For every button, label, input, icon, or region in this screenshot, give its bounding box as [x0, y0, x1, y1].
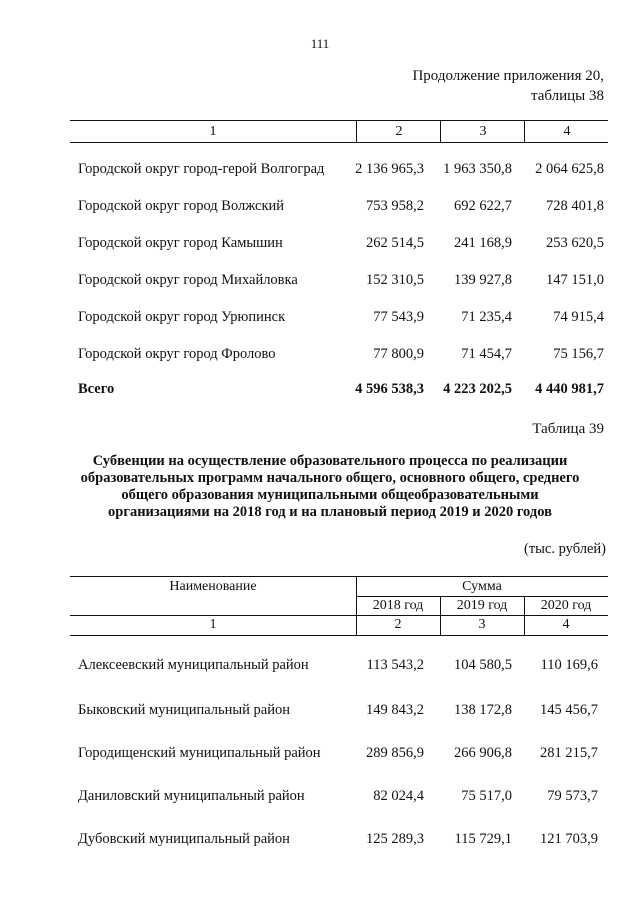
value-2018: 152 310,5: [366, 272, 424, 288]
table39-header: [70, 576, 608, 636]
value-2018: 2 136 965,3: [355, 161, 424, 177]
continuation-note: [412, 66, 604, 106]
value-2020: 281 215,7: [540, 745, 598, 761]
table-row: [70, 743, 608, 763]
value-2020: 110 169,6: [540, 657, 598, 673]
col-year-2019: 2019 год: [456, 598, 508, 613]
col-number-2: 2: [394, 617, 402, 632]
value-2020: 79 573,7: [547, 788, 598, 804]
col-year-2018: 2018 год: [372, 598, 424, 613]
value-2020: 74 915,4: [553, 309, 604, 325]
value-2018: 77 800,9: [373, 346, 424, 362]
value-2020: 75 156,7: [553, 346, 604, 362]
table38-header-col-4: 4: [524, 121, 609, 142]
col-number-1: 1: [209, 617, 217, 632]
district-name: Даниловский муниципальный район: [78, 788, 305, 804]
col-number-3: 3: [478, 617, 486, 632]
value-2018: 113 543,2: [366, 657, 424, 673]
table-row: [70, 655, 608, 675]
district-name: Городской округ город Фролово: [78, 346, 276, 362]
table-row: [70, 270, 608, 290]
district-name: Городской округ город Волжский: [78, 198, 285, 214]
value-2020: 121 703,9: [540, 831, 598, 847]
table39-label: Таблица 39: [532, 421, 604, 437]
continuation-line-1: Продолжение приложения 20,: [412, 68, 604, 84]
col-sum-header: Сумма: [462, 579, 502, 594]
total-2019: 4 223 202,5: [443, 381, 512, 397]
table-row: [70, 786, 608, 806]
table38-header-col-3: 3: [440, 121, 525, 142]
table-row: [70, 344, 608, 364]
table-row: [70, 159, 608, 179]
value-2018: 753 958,2: [366, 198, 424, 214]
district-name: Городской округ город-герой Волгоград: [78, 161, 325, 177]
value-2019: 138 172,8: [454, 702, 512, 718]
value-2019: 266 906,8: [454, 745, 512, 761]
value-2019: 71 454,7: [461, 346, 512, 362]
value-2020: 728 401,8: [546, 198, 604, 214]
page-number: 111: [310, 36, 330, 51]
title-line-3: общего образования муниципальными общеобразовательными: [121, 487, 539, 503]
value-2018: 82 024,4: [373, 788, 424, 804]
total-2020: 4 440 981,7: [535, 381, 604, 397]
table-row: [70, 700, 608, 720]
table-row: [70, 307, 608, 327]
value-2019: 115 729,1: [454, 831, 512, 847]
value-2019: 1 963 350,8: [443, 161, 512, 177]
col-name-header: Наименование: [169, 579, 257, 594]
table39-title: [60, 453, 600, 521]
units-label: (тыс. рублей): [524, 541, 606, 557]
col-number-4: 4: [562, 617, 570, 632]
district-name: Городской округ город Камышин: [78, 235, 283, 251]
district-name: Городской округ город Михайловка: [78, 272, 298, 288]
col-year-2020: 2020 год: [540, 598, 592, 613]
table38-header: [70, 120, 608, 143]
district-name: Алексеевский муниципальный район: [78, 657, 309, 673]
value-2020: 147 151,0: [546, 272, 604, 288]
title-line-2: образовательных программ начального общего, основного общего, среднего: [80, 470, 580, 486]
value-2018: 289 856,9: [366, 745, 424, 761]
value-2018: 149 843,2: [366, 702, 424, 718]
total-2018: 4 596 538,3: [355, 381, 424, 397]
value-2019: 75 517,0: [461, 788, 512, 804]
district-name: Быковский муниципальный район: [78, 702, 290, 718]
table-row: [70, 196, 608, 216]
value-2019: 104 580,5: [454, 657, 512, 673]
value-2019: 139 927,8: [454, 272, 512, 288]
value-2019: 692 622,7: [454, 198, 512, 214]
title-line-4: организациями на 2018 год и на плановый период 2019 и 2020 годов: [108, 504, 552, 520]
total-label: Всего: [78, 381, 115, 397]
district-name: Дубовский муниципальный район: [78, 831, 290, 847]
value-2018: 262 514,5: [366, 235, 424, 251]
district-name: Городищенский муниципальный район: [78, 745, 321, 761]
continuation-line-2: таблицы 38: [530, 88, 604, 104]
value-2019: 241 168,9: [454, 235, 512, 251]
value-2020: 2 064 625,8: [535, 161, 604, 177]
value-2019: 71 235,4: [461, 309, 512, 325]
value-2020: 145 456,7: [540, 702, 598, 718]
district-name: Городской округ город Урюпинск: [78, 309, 286, 325]
value-2018: 77 543,9: [373, 309, 424, 325]
table-total-row: [70, 379, 608, 399]
table38-header-col-2: 2: [356, 121, 441, 142]
title-line-1: Субвенции на осуществление образовательного процесса по реализации: [92, 453, 568, 469]
table-row: [70, 233, 608, 253]
table-row: [70, 829, 608, 849]
value-2018: 125 289,3: [366, 831, 424, 847]
value-2020: 253 620,5: [546, 235, 604, 251]
table38-header-col-1: 1: [209, 124, 217, 139]
